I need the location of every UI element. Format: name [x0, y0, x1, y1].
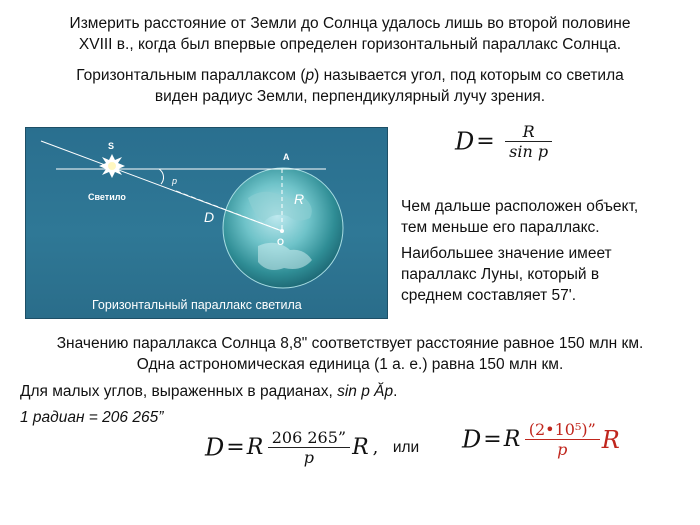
formula2-r1: R — [246, 435, 264, 460]
formula2-or: или — [392, 438, 420, 456]
formula2-eq: = — [226, 435, 245, 460]
parallax-figure — [25, 127, 388, 319]
intro-line-1: Измерить расстояние от Земли до Солнца удалось лишь во второй половине — [69, 15, 631, 32]
formula2-denominator: p — [303, 448, 315, 467]
center-point — [280, 229, 284, 233]
radian-text: 1 радиан = 206 265” — [20, 409, 164, 426]
formula1-eq: = — [476, 129, 495, 154]
definition-text-a: Горизонтальным параллаксом ( — [76, 67, 306, 84]
label-o: O — [277, 237, 285, 247]
right-line-3: Наибольшее значение имеет — [401, 245, 612, 262]
intro-line-2: XVIII в., когда был впервые определен горизонтальный параллакс Солнца. — [78, 36, 622, 53]
definition-line-2: виден радиус Земли, перпендикулярный лучу зрения. — [154, 88, 546, 105]
formula3-numerator: (2•10⁵)” — [528, 420, 596, 439]
label-star: Светило — [88, 192, 126, 202]
small-angles-period: . — [393, 383, 398, 400]
right-text-block — [401, 196, 691, 306]
formula3-lhs: D — [462, 425, 482, 454]
label-r: R — [294, 191, 305, 207]
formula2-r2: R — [352, 435, 369, 460]
label-s: S — [108, 141, 115, 151]
sun-paragraph — [10, 333, 690, 375]
formula3-denominator: p — [557, 440, 568, 459]
formula3-eq: = — [483, 427, 502, 452]
formula2-numerator: 206 265” — [271, 428, 347, 447]
formula3-r2: R — [601, 425, 620, 454]
formula1-denominator: sin p — [509, 142, 549, 161]
label-d: D — [204, 209, 215, 225]
earth-globe — [223, 168, 343, 288]
label-a: A — [283, 152, 290, 162]
definition-text-b: ) называется угол, под которым со светила — [314, 67, 624, 84]
definition-paragraph — [20, 65, 680, 107]
formula2-lhs: D — [205, 433, 225, 462]
formula-red — [462, 420, 620, 459]
definition-line-1 — [20, 65, 680, 86]
right-line-1: Чем дальше расположен объект, — [401, 198, 639, 215]
small-angles-formula: sin p Ăp — [337, 383, 394, 400]
figure-caption: Горизонтальный параллакс светила — [92, 298, 302, 312]
formula2-fraction — [268, 428, 350, 467]
label-p: p — [172, 176, 178, 186]
formula-small-angle — [205, 428, 419, 467]
formula3-fraction — [525, 420, 600, 459]
formula-distance — [455, 122, 552, 172]
sun-line-2: Одна астрономическая единица (1 а. е.) равна 150 млн км. — [136, 356, 564, 373]
right-line-5: среднем составляет 57'. — [401, 287, 577, 304]
small-angles-text: Для малых углов, выраженных в радианах, — [20, 383, 338, 400]
formula2-comma: , — [372, 437, 379, 458]
right-line-4: параллакс Луны, который в — [401, 266, 600, 283]
formula3-r1: R — [503, 427, 521, 452]
formula1-numerator: R — [522, 122, 535, 141]
parallax-arc — [159, 169, 164, 184]
intro-paragraph — [20, 13, 680, 55]
formula1-lhs: D — [455, 127, 475, 156]
right-line-2: тем меньше его параллакс. — [401, 219, 600, 236]
definition-symbol-p: p — [305, 67, 315, 84]
formula1-fraction — [505, 122, 552, 161]
star-icon — [99, 154, 125, 178]
radian-line — [20, 407, 163, 428]
parallax-diagram — [26, 128, 387, 318]
sun-line-1: Значению параллакса Солнца 8,8" соответствует расстояние равное 150 млн км. — [56, 335, 644, 352]
small-angles-line — [20, 381, 397, 402]
